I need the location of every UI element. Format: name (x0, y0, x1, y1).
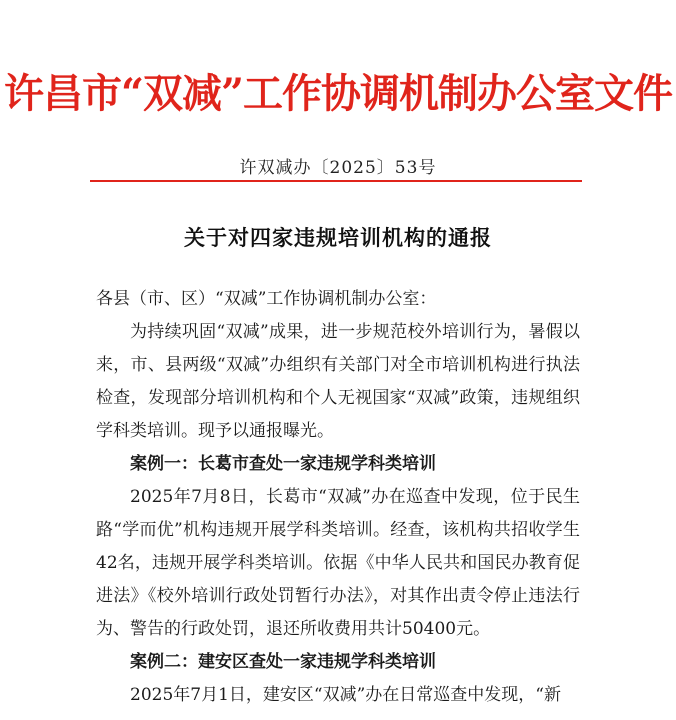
intro-paragraph: 为持续巩固“双减”成果，进一步规范校外培训行为，暑假以来，市、县两级“双减”办组织有关部门对全市培训机构进行执法检查，发现部分培训机构和个人无视国家“双减”政策，违规组织学科类培训。现予以通报曝光。 (96, 322, 580, 441)
case-2-text: 2025年7月1日，建安区“双减”办在日常巡查中发现，“新 (130, 685, 561, 705)
document-number: 许双减办〔2025〕53号 (239, 158, 437, 178)
document-body (96, 283, 580, 712)
document-title: 关于对四家违规培训机构的通报 (184, 225, 492, 250)
case-2-heading: 案例二：建安区查处一家违规学科类培训 (130, 652, 436, 672)
salutation: 各县（市、区）“双减”工作协调机制办公室： (96, 289, 437, 309)
case-1-text: 2025年7月8日，长葛市“双减”办在巡查中发现，位于民生路“学而优”机构违规开展学科类培训。经查，该机构共招收学生42名，违规开展学科类培训。依据《中华人民共和国民办教育促进法》《校外培训行政处罚暂行办法》，对其作出责令停止违法行为、警告的行政处罚，退还所收费用共计50400元。 (96, 487, 580, 639)
red-divider-line (90, 180, 582, 182)
case-1-heading: 案例一：长葛市查处一家违规学科类培训 (130, 454, 436, 474)
red-header-title: 许昌市“双减”工作协调机制办公室文件 (3, 70, 672, 117)
